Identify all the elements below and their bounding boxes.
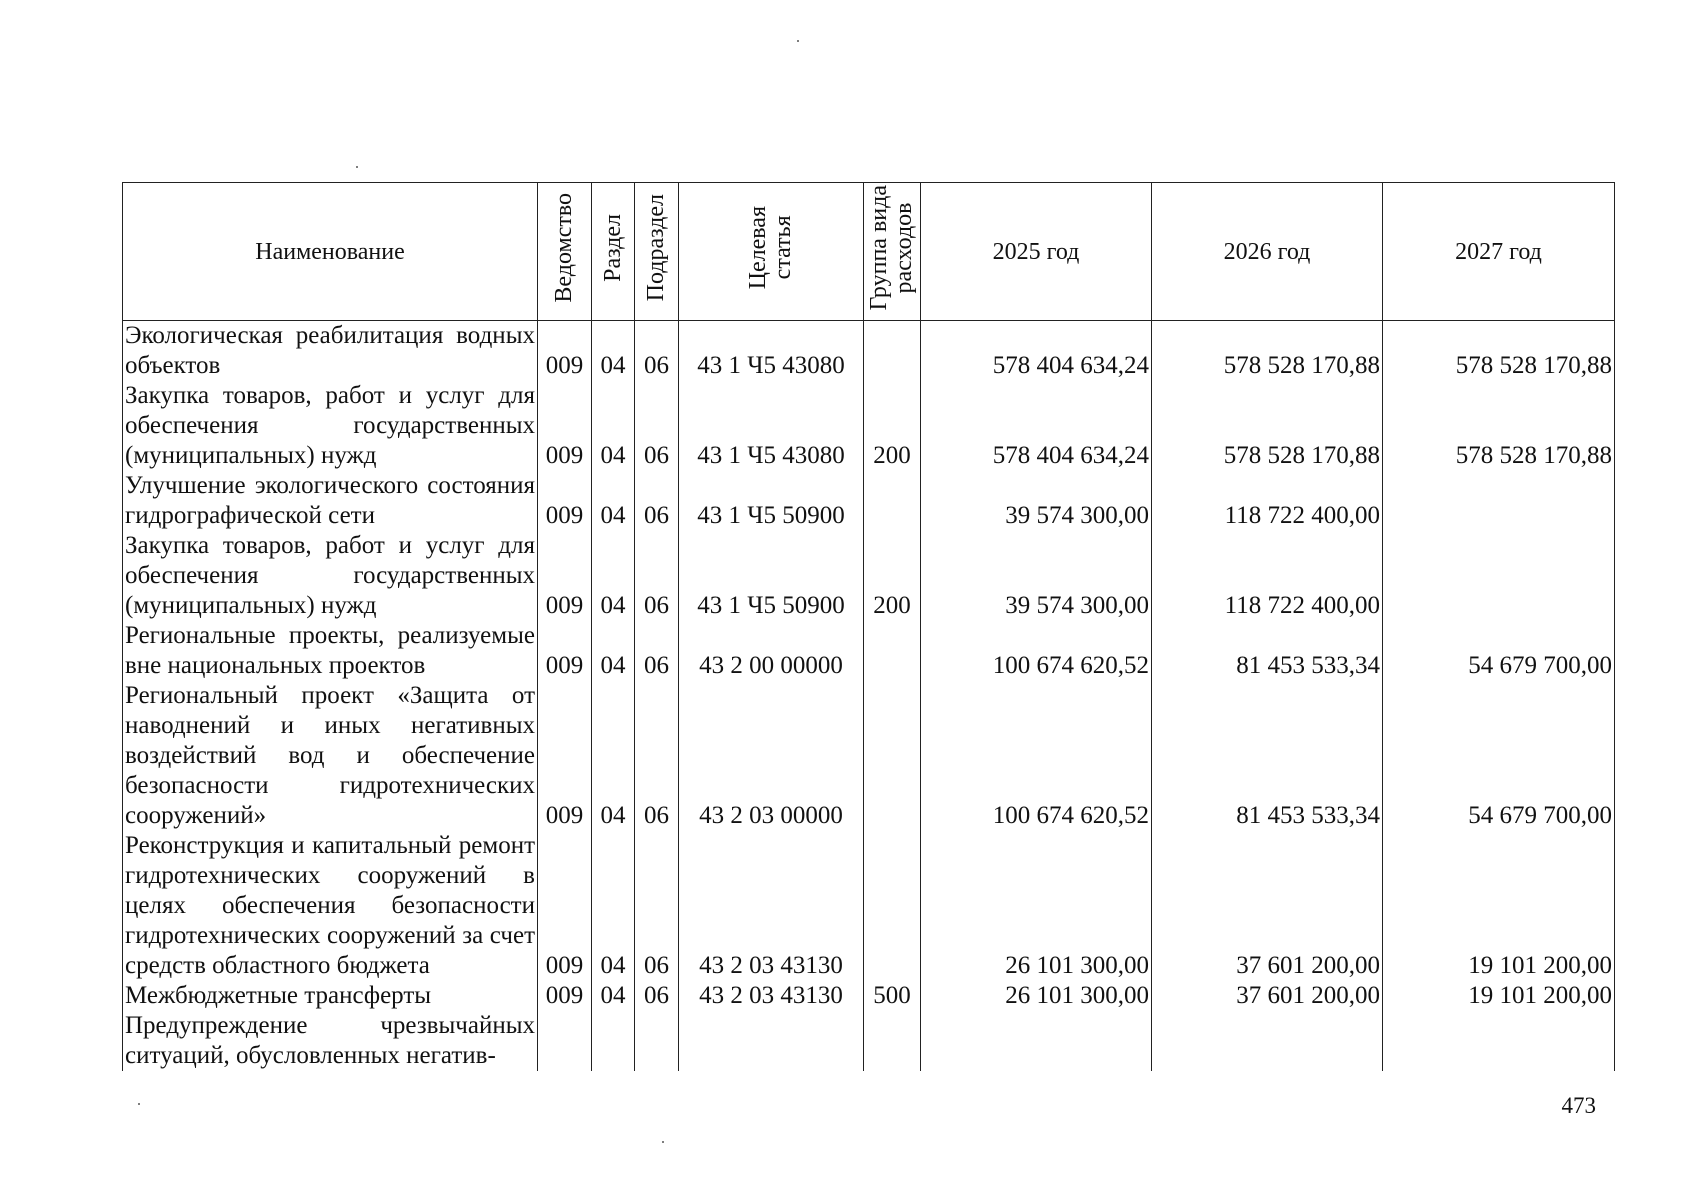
header-razdel [592,183,635,321]
row-target: 43 2 03 43130 [679,981,864,1011]
row-name: Реконструкция и капитальный ремонт гидротехнических сооружений в целях обеспечения безопасности гидротехнических сооружений за счет средств областного бюджета [123,831,538,981]
row-name: Закупка товаров, работ и услуг для обеспечения государственных (муниципальных) нужд [123,381,538,471]
header-target-line1: Целевая [745,205,771,290]
row-razdel: 04 [592,381,635,471]
row-podrazdel [635,1011,679,1071]
row-2026: 37 601 200,00 [1152,981,1383,1011]
row-2027 [1383,531,1615,621]
row-vedomstvo: 009 [538,831,592,981]
row-razdel [592,1011,635,1071]
row-group [864,1011,921,1071]
row-target: 43 1 Ч5 43080 [679,321,864,382]
row-razdel: 04 [592,321,635,382]
row-2026: 118 722 400,00 [1152,531,1383,621]
row-target [679,1011,864,1071]
header-name: Наименование [123,183,538,321]
table-row [123,681,1615,831]
header-vedomstvo [538,183,592,321]
row-target: 43 2 03 00000 [679,681,864,831]
row-name: Межбюджетные трансферты [123,981,538,1011]
row-2025: 578 404 634,24 [921,381,1152,471]
page-number: 473 [1561,1093,1596,1118]
header-group [864,183,921,321]
row-2025: 39 574 300,00 [921,531,1152,621]
row-2026: 81 453 533,34 [1152,681,1383,831]
row-2026: 118 722 400,00 [1152,471,1383,531]
row-name: Региональные проекты, реализуемые вне национальных проектов [123,621,538,681]
row-name: Улучшение экологического состояния гидрографической сети [123,471,538,531]
row-2027: 19 101 200,00 [1383,831,1615,981]
row-2026: 578 528 170,88 [1152,381,1383,471]
row-2026 [1152,1011,1383,1071]
row-group [864,681,921,831]
header-2025: 2025 год [921,183,1152,321]
row-vedomstvo: 009 [538,981,592,1011]
row-2027: 54 679 700,00 [1383,681,1615,831]
row-group [864,321,921,382]
scan-speck [797,40,799,42]
row-2026: 81 453 533,34 [1152,621,1383,681]
row-2027 [1383,1011,1615,1071]
row-razdel: 04 [592,681,635,831]
row-vedomstvo: 009 [538,321,592,382]
row-2025: 100 674 620,52 [921,621,1152,681]
row-group: 500 [864,981,921,1011]
row-2025: 578 404 634,24 [921,321,1152,382]
row-razdel: 04 [592,621,635,681]
scan-speck [662,1141,664,1143]
row-razdel: 04 [592,981,635,1011]
scan-speck [138,1103,140,1105]
table-row [123,531,1615,621]
row-vedomstvo: 009 [538,621,592,681]
row-vedomstvo [538,1011,592,1071]
row-2025: 26 101 300,00 [921,831,1152,981]
row-group [864,621,921,681]
row-group [864,831,921,981]
row-name: Предупреждение чрезвычайных ситуаций, обусловленных негатив- [123,1011,538,1071]
row-2026: 37 601 200,00 [1152,831,1383,981]
header-2026: 2026 год [1152,183,1383,321]
row-2027: 19 101 200,00 [1383,981,1615,1011]
header-razdel-label: Раздел [599,213,626,282]
row-2025: 100 674 620,52 [921,681,1152,831]
row-podrazdel: 06 [635,471,679,531]
row-target: 43 1 Ч5 43080 [679,381,864,471]
row-target: 43 1 Ч5 50900 [679,531,864,621]
table-row [123,471,1615,531]
header-podrazdel [635,183,679,321]
row-2025 [921,1011,1152,1071]
row-podrazdel: 06 [635,321,679,382]
row-target: 43 2 00 00000 [679,621,864,681]
header-target-line2: статья [770,215,796,280]
header-vedomstvo-label: Ведомство [551,192,577,303]
row-2027 [1383,471,1615,531]
row-vedomstvo: 009 [538,381,592,471]
row-2027: 578 528 170,88 [1383,381,1615,471]
row-vedomstvo: 009 [538,471,592,531]
header-group-line1: Группа вида [866,184,892,311]
header-group-line2: расходов [891,202,917,293]
header-target-label [746,206,796,289]
row-vedomstvo: 009 [538,531,592,621]
table-row [123,981,1615,1011]
scan-speck [356,166,358,168]
row-podrazdel: 06 [635,831,679,981]
header-podrazdel-label: Подраздел [643,193,669,302]
table-header-row [123,183,1615,321]
row-group [864,471,921,531]
row-group: 200 [864,531,921,621]
row-podrazdel: 06 [635,381,679,471]
row-2027: 578 528 170,88 [1383,321,1615,382]
row-2025: 39 574 300,00 [921,471,1152,531]
row-razdel: 04 [592,831,635,981]
row-target: 43 2 03 43130 [679,831,864,981]
row-2026: 578 528 170,88 [1152,321,1383,382]
header-group-label [867,185,917,310]
row-2027: 54 679 700,00 [1383,621,1615,681]
row-podrazdel: 06 [635,531,679,621]
table-row [123,621,1615,681]
row-vedomstvo: 009 [538,681,592,831]
table-row [123,1011,1615,1071]
header-2027: 2027 год [1383,183,1615,321]
row-razdel: 04 [592,471,635,531]
budget-table [122,182,1615,1071]
header-target [679,183,864,321]
table-row [123,831,1615,981]
table-row [123,381,1615,471]
row-razdel: 04 [592,531,635,621]
table-row [123,321,1615,382]
row-name: Закупка товаров, работ и услуг для обеспечения государственных (муниципальных) нужд [123,531,538,621]
row-name: Экологическая реабилитация водных объектов [123,321,538,382]
row-podrazdel: 06 [635,621,679,681]
row-name: Региональный проект «Защита от наводнений и иных негативных воздействий вод и обеспечение безопасности гидротехнических сооружений» [123,681,538,831]
row-target: 43 1 Ч5 50900 [679,471,864,531]
row-group: 200 [864,381,921,471]
row-2025: 26 101 300,00 [921,981,1152,1011]
row-podrazdel: 06 [635,681,679,831]
row-podrazdel: 06 [635,981,679,1011]
